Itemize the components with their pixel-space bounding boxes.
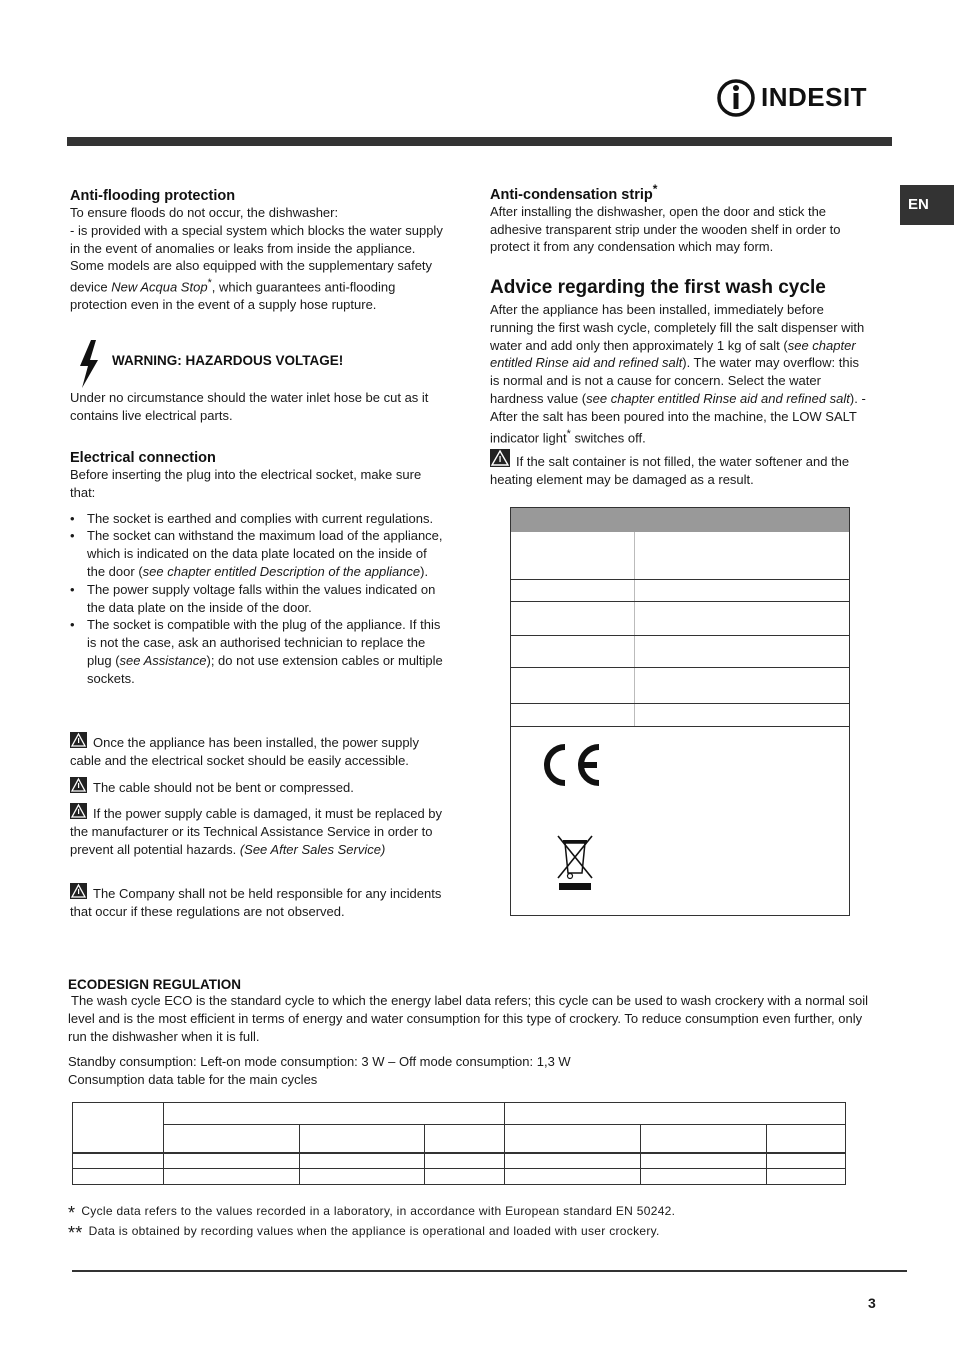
list-item: • The power supply voltage falls within the values indicated on the data plate on the inside of the door. xyxy=(87,581,448,617)
table-divider xyxy=(634,532,635,727)
electrical-intro: Before inserting the plug into the electrical socket, make sure that: xyxy=(70,467,422,500)
table-header xyxy=(511,508,849,532)
advice-section xyxy=(490,277,870,447)
warning-note-3: If the power supply cable is damaged, it must be replaced by the manufacturer or its Technical Assistance Service in order to prevent all potential hazards. (See After Sales Service) xyxy=(70,803,445,858)
voltage-warning xyxy=(112,353,442,368)
brand-logo xyxy=(717,78,867,118)
footnote-2: ** Data is obtained by recording values when the appliance is operational and loaded with user crockery. xyxy=(68,1223,660,1243)
anti-condensation-text: After installing the dishwasher, open the door and stick the adhesive transparent strip under the wooden shelf in order to protect it from any condensation which may form. xyxy=(490,203,841,255)
ce-mark-icon xyxy=(539,741,603,789)
list-item: • The socket is compatible with the plug of the appliance. If this is not the case, ask an authorised technician to replace the plug (see Assistance); do not use extension cables or multiple sockets. xyxy=(87,616,448,687)
list-item: • The socket is earthed and complies with current regulations. xyxy=(87,510,448,528)
table-row xyxy=(511,635,849,636)
ecodesign-p2: Standby consumption: Left-on mode consumption: 3 W – Off mode consumption: 1,3 W xyxy=(68,1054,571,1070)
anti-flooding-p2: - is provided with a special system which blocks the water supply in the event of anomalies or leaks from inside the appliance. xyxy=(70,222,443,256)
anti-condensation-title: Anti-condensation strip* xyxy=(490,182,658,203)
anti-flooding-p1: To ensure floods do not occur, the dishwasher: xyxy=(70,205,339,220)
brand-name: INDESIT xyxy=(761,82,868,112)
footer-rule xyxy=(72,1270,907,1272)
anti-flooding-title: Anti-flooding protection xyxy=(70,188,236,204)
ecodesign-p1: The wash cycle ECO is the standard cycle to which the energy label data refers; this cycle can be used to wash crockery with a normal soil level and is the most efficient in terms of energy and water consumption for this type of crockery. To reduce consumption even further, only run the dishwasher when it is full. xyxy=(68,993,868,1044)
warning-triangle-icon xyxy=(70,732,87,748)
table-row xyxy=(511,726,849,727)
voltage-warning-text: Under no circumstance should the water inlet hose be cut as it contains live electrical parts. xyxy=(70,390,429,423)
weee-bin-icon xyxy=(555,833,595,891)
voltage-warning-title: WARNING: HAZARDOUS VOLTAGE! xyxy=(112,353,344,368)
anti-flooding-p3: Some models are also equipped with the supplementary safety device New Acqua Stop*, which guarantees anti-flooding protection even in the event of a supply hose rupture. xyxy=(70,258,433,313)
lightning-icon xyxy=(78,340,100,388)
list-item: • The socket can withstand the maximum load of the appliance, which is indicated on the data plate located on the inside of the door (see chapter entitled Description of the appliance). xyxy=(87,527,448,580)
electrical-title: Electrical connection xyxy=(70,450,216,466)
warning-triangle-icon xyxy=(490,449,510,467)
anti-condensation-section xyxy=(490,182,870,256)
table-row xyxy=(511,579,849,580)
table-row xyxy=(511,601,849,602)
table-row xyxy=(511,667,849,668)
header-rule xyxy=(67,137,892,146)
indesit-logo-icon xyxy=(717,78,757,118)
warning-triangle-icon xyxy=(70,803,87,819)
salt-warning: If the salt container is not filled, the water softener and the heating element may be damaged as a result. xyxy=(490,449,868,489)
footnote-1: * Cycle data refers to the values recorded in a laboratory, in accordance with European standard EN 50242. xyxy=(68,1203,676,1223)
warning-triangle-icon xyxy=(70,777,87,793)
language-tab: EN xyxy=(900,185,954,225)
advice-title: Advice regarding the first wash cycle xyxy=(490,277,826,298)
technical-data-table xyxy=(510,507,850,916)
ecodesign-title: ECODESIGN REGULATION xyxy=(68,977,242,992)
anti-flooding-section xyxy=(70,188,448,314)
ecodesign-section xyxy=(68,977,873,1089)
voltage-text-block xyxy=(70,389,448,425)
table-row xyxy=(511,703,849,704)
electrical-list xyxy=(70,510,448,688)
advice-text: After the appliance has been installed, immediately before running the first wash cycle, completely fill the salt dispenser with water and add only then approximately 1 kg of salt (see chapter entitled Rinse aid and refined salt). The water may overflow: this is normal and is not a cause for concern. Select the water hardness value (see chapter entitled Rinse aid and refined salt). - After the salt has been poured into the machine, the LOW SALT indicator light* switches off. xyxy=(490,302,866,445)
electrical-section xyxy=(70,450,448,688)
ecodesign-p3: Consumption data table for the main cycles xyxy=(68,1072,318,1088)
warning-triangle-icon xyxy=(70,883,87,899)
warning-note-2: The cable should not be bent or compressed. xyxy=(70,777,445,797)
page-number: 3 xyxy=(868,1295,876,1311)
warning-note-1: Once the appliance has been installed, the power supply cable and the electrical socket should be easily accessible. xyxy=(70,732,445,770)
consumption-table xyxy=(72,1102,846,1185)
warning-note-4: The Company shall not be held responsible for any incidents that occur if these regulations are not observed. xyxy=(70,883,445,921)
